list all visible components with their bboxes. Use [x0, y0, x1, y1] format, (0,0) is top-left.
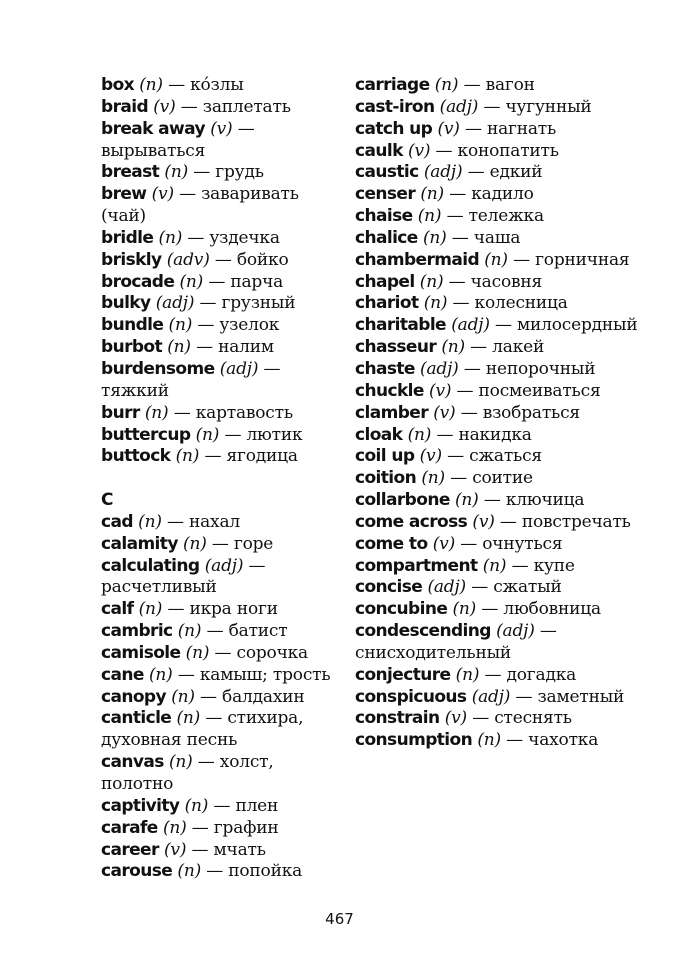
entry-translation: — непорочный: [463, 358, 596, 379]
entry-headword: buttock: [101, 446, 171, 467]
dictionary-entry: [101, 250, 337, 272]
dictionary-entry: [101, 796, 337, 818]
entry-translation: — догадка: [484, 664, 577, 685]
entry-headword: chaste: [355, 358, 415, 379]
entry-headword: collarbone: [355, 490, 450, 511]
dictionary-entry: [101, 359, 337, 403]
entry-translation: — посмеиваться: [456, 380, 601, 401]
entry-headword: bundle: [101, 315, 164, 336]
entry-part-of-speech: (n): [167, 337, 191, 358]
entry-headword: brew: [101, 184, 147, 205]
entry-translation: — парча: [208, 271, 284, 292]
entry-translation: — нагнать: [464, 118, 557, 139]
dictionary-entry: [355, 228, 645, 250]
entry-part-of-speech: (n): [482, 555, 507, 576]
entry-part-of-speech: (v): [432, 533, 456, 554]
entry-part-of-speech: (n): [422, 227, 447, 248]
entry-part-of-speech: (n): [138, 511, 162, 532]
entry-part-of-speech: (v): [419, 446, 442, 467]
entry-headword: calamity: [101, 533, 178, 554]
page-number: 467: [325, 910, 354, 928]
entry-translation: — чахотка: [506, 730, 599, 751]
entry-part-of-speech: (n): [452, 599, 477, 620]
entry-part-of-speech: (n): [177, 861, 202, 882]
entry-headword: chariot: [355, 293, 419, 314]
dictionary-entry: [101, 643, 337, 665]
entry-headword: concise: [355, 577, 423, 598]
entry-headword: caustic: [355, 162, 419, 183]
dictionary-entry: [355, 250, 645, 272]
entry-translation: — часовня: [448, 271, 543, 292]
entry-part-of-speech: (n): [195, 424, 220, 445]
dictionary-entry: [101, 752, 337, 796]
entry-headword: brocade: [101, 271, 175, 292]
entry-headword: cast-iron: [355, 96, 435, 117]
dictionary-entry: [101, 512, 337, 534]
entry-part-of-speech: (n): [434, 75, 459, 95]
entry-headword: break away: [101, 118, 205, 139]
dictionary-entry: [355, 381, 645, 403]
dictionary-entry: [101, 425, 337, 447]
entry-translation: — ко́злы: [168, 75, 244, 95]
dictionary-entry: [355, 315, 645, 337]
dictionary-entry: [101, 315, 337, 337]
dictionary-entry: [355, 119, 645, 141]
entry-part-of-speech: (adj): [427, 577, 466, 598]
entry-part-of-speech: (adj): [219, 358, 259, 379]
entry-translation: — чаша: [451, 227, 521, 248]
entry-translation: — лакей: [470, 337, 545, 358]
entry-part-of-speech: (v): [433, 402, 456, 423]
entry-translation: — расчетливый: [101, 555, 266, 598]
dictionary-entry: [355, 162, 645, 184]
dictionary-entry: [355, 577, 645, 599]
dictionary-entry: [101, 97, 337, 119]
dictionary-entry: [101, 665, 337, 687]
entry-translation: — горе: [211, 533, 274, 554]
dictionary-entry: [355, 512, 645, 534]
entry-part-of-speech: (v): [437, 118, 460, 139]
entry-headword: cane: [101, 664, 144, 685]
entries-list-c-section: [101, 512, 337, 883]
entries-list-b-section: [101, 75, 337, 468]
dictionary-entry: [101, 621, 337, 643]
dictionary-entry: [101, 272, 337, 294]
dictionary-entry: [101, 687, 337, 709]
entry-headword: cambric: [101, 621, 173, 642]
entry-headword: chuckle: [355, 380, 424, 401]
entry-headword: carriage: [355, 75, 430, 95]
dictionary-entry: [101, 599, 337, 621]
entry-translation: — мчать: [191, 839, 266, 860]
entry-part-of-speech: (n): [484, 249, 508, 270]
entry-translation: — очнуться: [460, 533, 563, 554]
entry-headword: carafe: [101, 817, 158, 838]
entry-headword: bulky: [101, 293, 151, 314]
entry-translation: — сжаться: [447, 446, 542, 467]
entry-translation: — холст, полотно: [101, 752, 274, 794]
entry-part-of-speech: (n): [184, 795, 209, 816]
dictionary-entry: [355, 534, 645, 556]
entry-headword: canvas: [101, 752, 164, 773]
entry-translation: — картавость: [173, 402, 293, 423]
dictionary-entry: [355, 206, 645, 228]
entry-part-of-speech: (n): [185, 642, 210, 663]
dictionary-entry: [101, 162, 337, 184]
entry-part-of-speech: (adj): [471, 686, 511, 707]
entry-headword: buttercup: [101, 424, 191, 445]
entry-headword: chapel: [355, 271, 415, 292]
entry-part-of-speech: (v): [151, 184, 174, 205]
entry-translation: — тележка: [446, 206, 544, 227]
entry-part-of-speech: (v): [153, 96, 176, 117]
dictionary-entry: [355, 359, 645, 381]
dictionary-entry: [355, 708, 645, 730]
entry-headword: carouse: [101, 861, 173, 882]
entry-part-of-speech: (adj): [423, 162, 463, 183]
entry-part-of-speech: (n): [168, 752, 193, 773]
entry-part-of-speech: (n): [168, 315, 193, 336]
entry-part-of-speech: (n): [158, 227, 183, 248]
dictionary-entry: [101, 840, 337, 862]
entry-part-of-speech: (n): [162, 817, 187, 838]
entry-translation: — милосердный: [495, 315, 638, 336]
entry-part-of-speech: (adj): [451, 315, 490, 336]
entry-part-of-speech: (adj): [496, 621, 535, 642]
entry-headword: canticle: [101, 708, 172, 729]
entry-headword: burr: [101, 402, 140, 423]
entry-part-of-speech: (n): [455, 664, 480, 685]
entry-translation: — ключица: [483, 490, 585, 511]
entry-headword: condescending: [355, 621, 491, 642]
dictionary-entry: [355, 293, 645, 315]
entry-headword: conjecture: [355, 664, 451, 685]
entry-part-of-speech: (v): [164, 839, 187, 860]
entry-headword: calculating: [101, 555, 200, 576]
dictionary-entry: [355, 75, 645, 97]
entry-translation: — грузный: [199, 293, 296, 314]
entry-translation: — взобраться: [460, 402, 580, 423]
dictionary-entry: [101, 861, 337, 883]
dictionary-entry: [101, 446, 337, 468]
entry-headword: cad: [101, 511, 133, 532]
entry-headword: concubine: [355, 599, 448, 620]
entries-list-right: [355, 75, 645, 752]
entry-part-of-speech: (v): [472, 511, 495, 532]
dictionary-entry: [355, 468, 645, 490]
entry-headword: come across: [355, 511, 468, 532]
entry-headword: chaise: [355, 206, 413, 227]
entry-translation: — икра ноги: [167, 599, 278, 620]
dictionary-entry: [355, 272, 645, 294]
dictionary-entry: [355, 599, 645, 621]
dictionary-entry: [355, 141, 645, 163]
entry-part-of-speech: (v): [210, 118, 233, 139]
entry-headword: cloak: [355, 424, 403, 445]
entry-headword: camisole: [101, 642, 181, 663]
entry-translation: — горничная: [513, 249, 630, 270]
entry-translation: — балдахин: [200, 686, 305, 707]
entry-translation: — повстречать: [499, 511, 631, 532]
entry-headword: caulk: [355, 140, 403, 161]
section-gap: [101, 468, 337, 490]
entry-headword: coition: [355, 468, 417, 489]
entry-headword: box: [101, 75, 135, 95]
entry-headword: charitable: [355, 315, 446, 336]
entry-translation: — бойко: [214, 249, 289, 270]
entry-headword: breast: [101, 162, 160, 183]
dictionary-entry: [101, 75, 337, 97]
right-column: [355, 75, 645, 752]
entry-translation: — заметный: [515, 686, 625, 707]
entry-headword: censer: [355, 184, 416, 205]
entry-part-of-speech: (adv): [166, 249, 210, 270]
section-heading: C: [101, 490, 114, 511]
entry-translation: — уздечка: [187, 227, 280, 248]
entry-translation: — кадило: [449, 184, 534, 205]
entry-part-of-speech: (n): [149, 664, 173, 685]
entry-headword: burdensome: [101, 358, 215, 379]
entry-translation: — лютик: [224, 424, 303, 445]
entry-translation: — заплетать: [180, 96, 291, 117]
entry-part-of-speech: (n): [441, 337, 465, 358]
entry-part-of-speech: (adj): [204, 555, 244, 576]
entry-translation: — стеснять: [472, 708, 572, 729]
entry-translation: — ягодица: [204, 446, 298, 467]
entry-translation: — колесница: [452, 293, 568, 314]
entry-part-of-speech: (n): [175, 446, 200, 467]
entry-part-of-speech: (n): [454, 490, 479, 511]
dictionary-entry: [355, 184, 645, 206]
entry-headword: catch up: [355, 118, 433, 139]
entry-translation: — узелок: [197, 315, 280, 336]
entry-headword: calf: [101, 599, 134, 620]
entry-part-of-speech: (n): [179, 271, 204, 292]
entry-translation: — купе: [511, 555, 575, 576]
entry-translation: — сжатый: [471, 577, 562, 598]
entry-translation: — снисходительный: [355, 621, 557, 663]
dictionary-entry: [101, 534, 337, 556]
entry-part-of-speech: (n): [144, 402, 169, 423]
entry-translation: — грудь: [193, 162, 264, 183]
dictionary-entry: [355, 425, 645, 447]
entry-headword: braid: [101, 96, 149, 117]
dictionary-entry: [101, 818, 337, 840]
dictionary-entry: [355, 730, 645, 752]
dictionary-entry: [101, 556, 337, 600]
entry-headword: constrain: [355, 708, 440, 729]
entry-part-of-speech: (n): [171, 686, 195, 707]
dictionary-entry: [355, 446, 645, 468]
entry-translation: — налим: [196, 337, 274, 358]
entry-part-of-speech: (n): [183, 533, 207, 554]
dictionary-entry: [101, 708, 337, 752]
entry-part-of-speech: (adj): [439, 96, 479, 117]
entry-headword: burbot: [101, 337, 163, 358]
entry-headword: captivity: [101, 795, 180, 816]
dictionary-entry: [355, 337, 645, 359]
dictionary-entry: [101, 119, 337, 163]
entry-part-of-speech: (adj): [420, 358, 459, 379]
entry-part-of-speech: (n): [176, 708, 201, 729]
entry-part-of-speech: (n): [138, 599, 163, 620]
dictionary-entry: [101, 337, 337, 359]
dictionary-entry: [355, 490, 645, 512]
entry-translation: — вырываться: [101, 118, 255, 161]
entry-headword: come to: [355, 533, 428, 554]
entry-translation: — конопатить: [435, 140, 559, 161]
entry-headword: coil up: [355, 446, 415, 467]
entry-part-of-speech: (n): [417, 206, 442, 227]
entry-part-of-speech: (n): [423, 293, 448, 314]
entry-headword: canopy: [101, 686, 166, 707]
entry-translation: — плен: [213, 795, 279, 816]
entry-headword: compartment: [355, 555, 478, 576]
entry-part-of-speech: (v): [429, 380, 452, 401]
entry-translation: — едкий: [467, 162, 543, 183]
entry-translation: — сорочка: [214, 642, 308, 663]
entry-headword: chasseur: [355, 337, 437, 358]
entry-part-of-speech: (v): [444, 708, 467, 729]
entry-translation: — батист: [206, 621, 288, 642]
entry-translation: — чугунный: [483, 96, 592, 117]
entry-headword: chambermaid: [355, 249, 480, 270]
entry-translation: — камыш; трость: [177, 664, 331, 685]
entry-translation: — соитие: [450, 468, 533, 489]
entry-headword: bridle: [101, 227, 154, 248]
dictionary-entry: [101, 184, 337, 228]
dictionary-entry: [355, 403, 645, 425]
entry-headword: consumption: [355, 730, 473, 751]
entry-part-of-speech: (n): [419, 271, 444, 292]
entry-headword: conspicuous: [355, 686, 467, 707]
entry-headword: chalice: [355, 227, 418, 248]
entry-translation: — накидка: [436, 424, 532, 445]
dictionary-entry: [355, 97, 645, 119]
dictionary-entry: [355, 687, 645, 709]
entry-part-of-speech: (n): [477, 730, 501, 751]
entry-part-of-speech: (n): [139, 75, 163, 95]
entry-translation: — нахал: [166, 511, 240, 532]
left-column: [101, 75, 337, 883]
dictionary-entry: [355, 556, 645, 578]
entry-translation: — любовница: [481, 599, 601, 620]
entry-part-of-speech: (n): [177, 621, 202, 642]
dictionary-entry: [101, 403, 337, 425]
dictionary-entry: [355, 665, 645, 687]
dictionary-entry: [101, 293, 337, 315]
entry-translation: — тяжкий: [101, 358, 281, 401]
entry-headword: clamber: [355, 402, 428, 423]
entry-part-of-speech: (n): [164, 162, 189, 183]
entry-translation: — вагон: [463, 75, 535, 95]
entry-translation: — заваривать (чай): [101, 184, 299, 227]
entry-translation: — графин: [191, 817, 279, 838]
entry-translation: — стихира, духовная песнь: [101, 708, 304, 751]
entry-part-of-speech: (adj): [155, 293, 195, 314]
entry-part-of-speech: (n): [421, 468, 445, 489]
dictionary-entry: [355, 621, 645, 665]
entry-part-of-speech: (n): [420, 184, 444, 205]
entry-part-of-speech: (n): [407, 424, 432, 445]
entry-headword: career: [101, 839, 159, 860]
entry-translation: — попойка: [206, 861, 303, 882]
entry-part-of-speech: (v): [408, 140, 431, 161]
entry-headword: briskly: [101, 249, 162, 270]
dictionary-entry: [101, 228, 337, 250]
